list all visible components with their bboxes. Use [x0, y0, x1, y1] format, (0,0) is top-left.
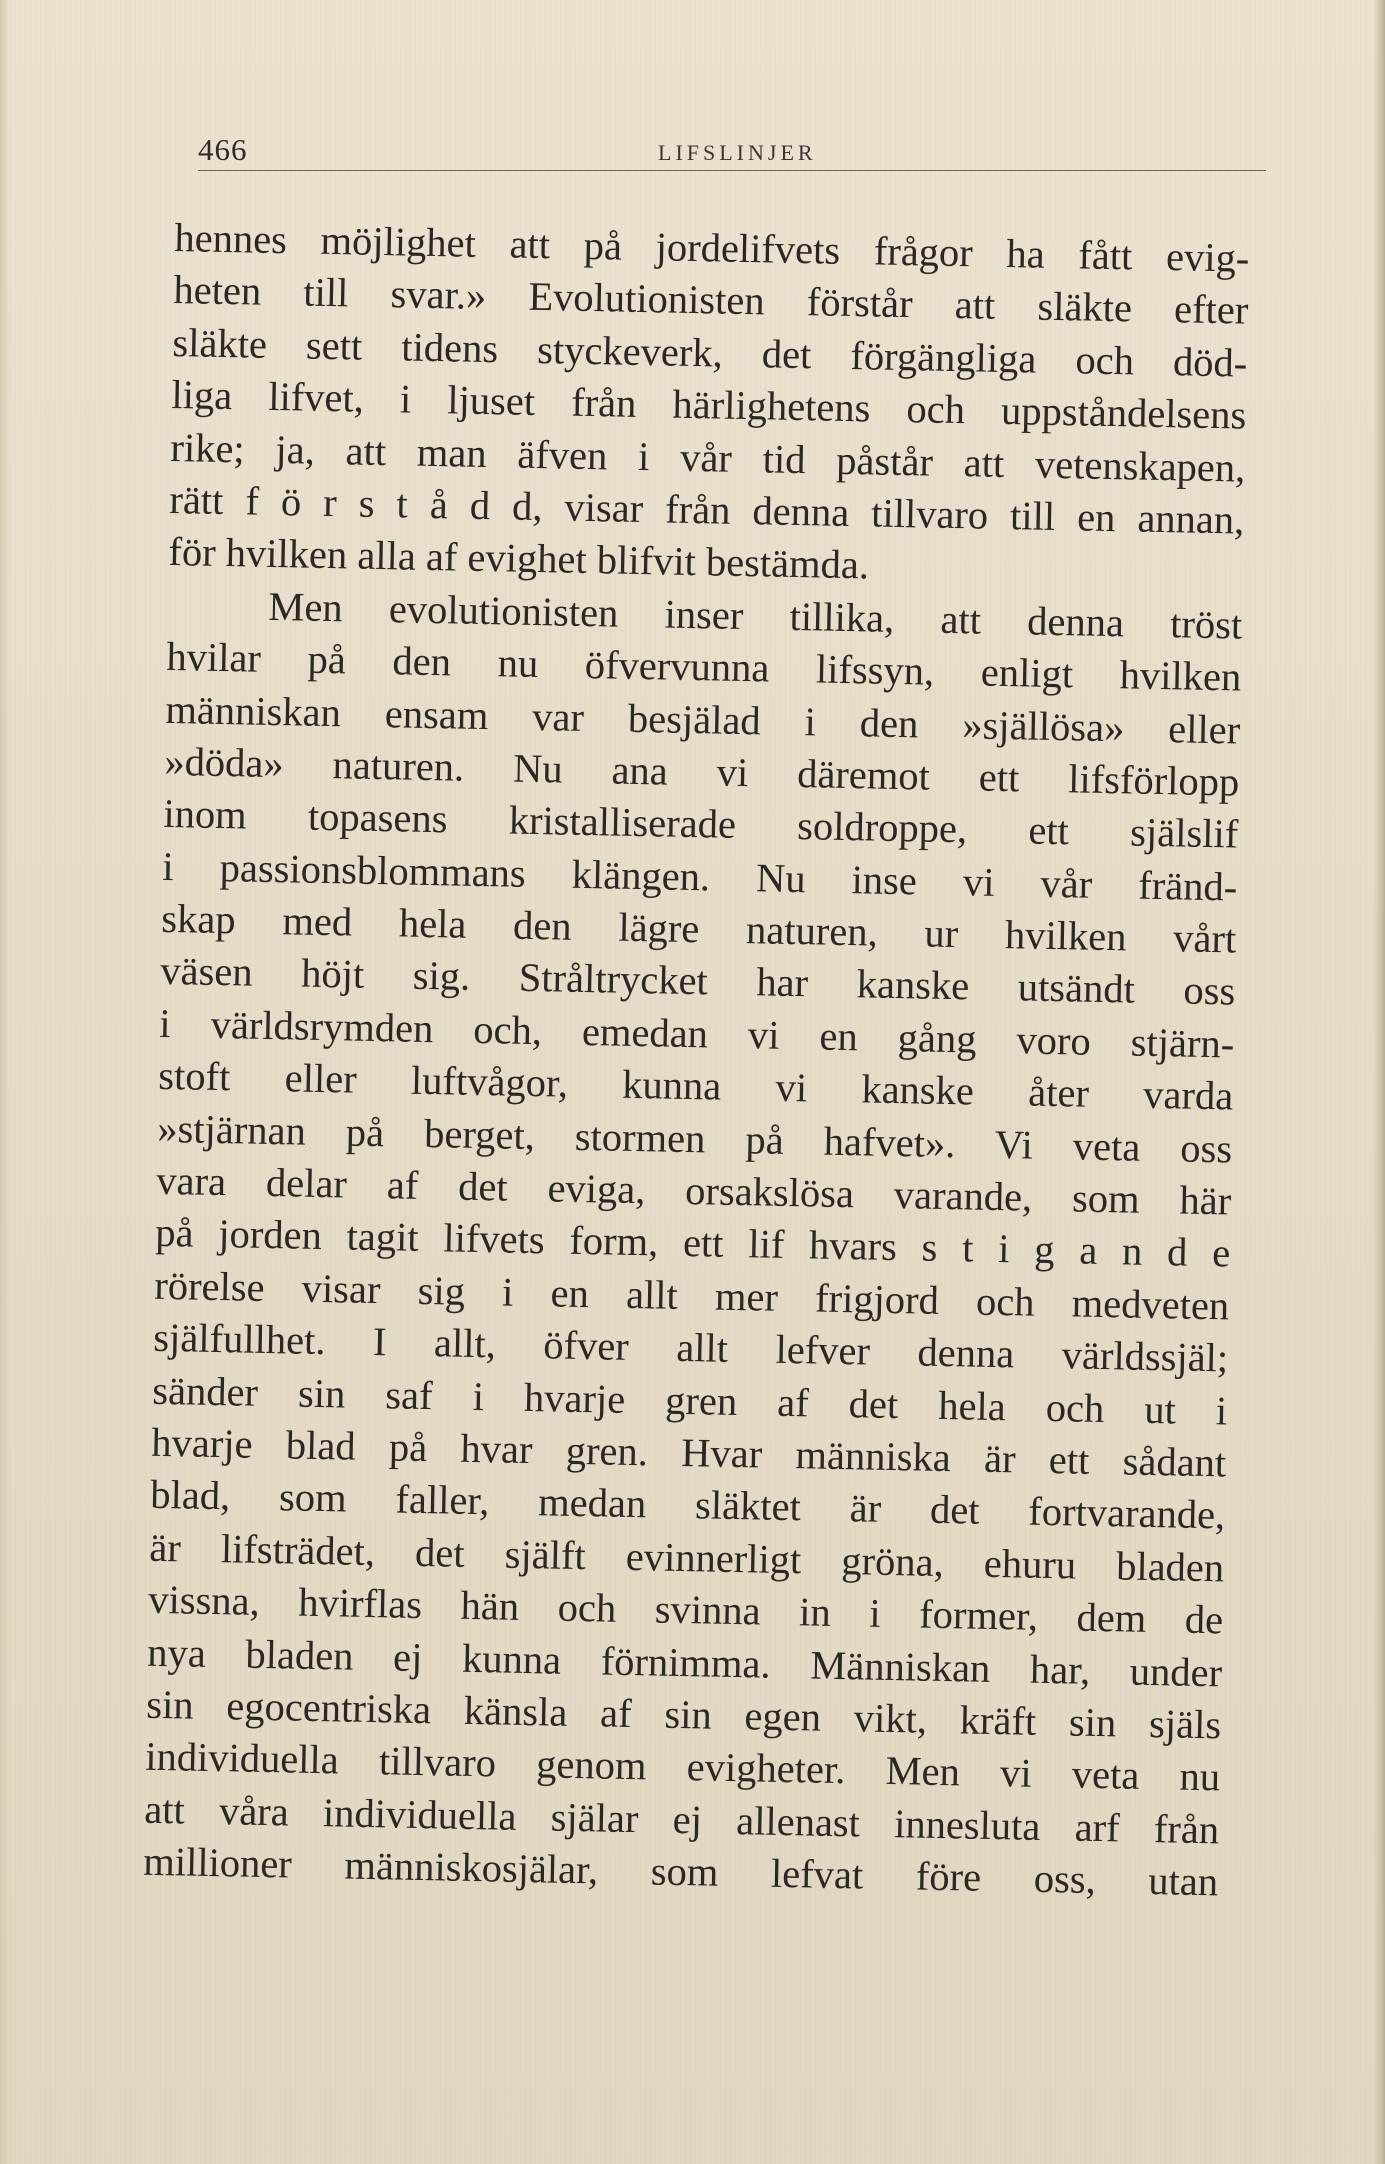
text-line: att våra individuella själar ej allenast innesluta arf från: [143, 1786, 1220, 1853]
text-line: millioner människosjälar, som lefvat före oss, utan: [142, 1838, 1219, 1905]
page-header: [198, 120, 1264, 172]
text-line: inom topasens kristalliserade soldroppe, ett själslif: [163, 791, 1239, 857]
text-line: rörelse visar sig i en allt mer frigjord och medveten: [153, 1262, 1230, 1329]
text-line: rätt f ö r s t å d d, visar från denna tillvaro till en annan,: [169, 476, 1245, 543]
text-line: själfullhet. I allt, öfver allt lefver denna världssjäl;: [152, 1314, 1229, 1381]
page-edge-right: [1373, 0, 1385, 2164]
text-line: i världsrymden och, emedan vi en gång voro stjärn-: [158, 1000, 1235, 1067]
text-line: sin egocentriska känsla af sin egen vikt, kräft sin själs: [145, 1681, 1222, 1748]
text-line: stoft eller luftvågor, kunna vi kanske åter varda: [157, 1053, 1234, 1119]
text-line: är lifsträdet, det själft evinnerligt gröna, ehuru bladen: [148, 1524, 1225, 1591]
text-line: människan ensam var besjälad i den »själlösa» eller: [165, 686, 1241, 753]
text-line: »döda» naturen. Nu ana vi däremot ett lifsförlopp: [164, 738, 1240, 805]
text-line: blad, som faller, medan släktet är det fortvarande,: [149, 1472, 1226, 1538]
header-rule: [198, 170, 1266, 171]
text-line: liga lifvet, i ljuset från härlighetens och uppståndelsens: [171, 372, 1247, 438]
page-number: 466: [198, 132, 248, 167]
running-title: LIFSLINJER: [658, 140, 817, 165]
text-line: hvilar på den nu öfvervunna lifssyn, enligt hvilken: [166, 634, 1242, 700]
text-line: släkte sett tidens styckeverk, det förgängliga och död-: [172, 319, 1248, 386]
text-line: hennes möjlighet att på jordelifvets frågor ha fått evig-: [174, 214, 1250, 281]
text-line: »stjärnan på berget, stormen på hafvet». Vi veta oss: [156, 1105, 1233, 1172]
text-line: på jorden tagit lifvets form, ett lif hvars s t i g a n d e: [154, 1210, 1231, 1276]
text-line: sänder sin saf i hvarje gren af det hela och ut i: [151, 1367, 1228, 1434]
text-line: för hvilken alla af evighet blifvit bestämda.: [168, 529, 870, 588]
text-line: individuella tillvaro genom evigheter. Men vi veta nu: [144, 1734, 1221, 1800]
text-line: hvarje blad på hvar gren. Hvar människa är ett sådant: [150, 1419, 1227, 1486]
page-edge-left: [0, 0, 10, 2164]
text-line: vissna, hvirflas hän och svinna in i former, dem de: [147, 1576, 1224, 1643]
text-line: vara delar af det eviga, orsakslösa varande, som här: [155, 1157, 1232, 1224]
text-line: skap med hela den lägre naturen, ur hvilken vårt: [161, 895, 1237, 962]
text-line: i passionsblommans klängen. Nu inse vi vår fränd-: [162, 843, 1238, 910]
text-line: heten till svar.» Evolutionisten förstår att släkte efter: [173, 267, 1249, 334]
text-line: väsen höjt sig. Stråltrycket har kanske utsändt oss: [159, 948, 1236, 1014]
text-line: nya bladen ej kunna förnimma. Människan har, under: [146, 1629, 1223, 1695]
body-text: [143, 212, 1250, 1909]
text-line: rike; ja, att man äfven i vår tid påstår att vetenskapen,: [170, 424, 1246, 491]
paragraph-first-line: Men evolutionisten inser tillika, att denna tröst: [268, 583, 1243, 648]
